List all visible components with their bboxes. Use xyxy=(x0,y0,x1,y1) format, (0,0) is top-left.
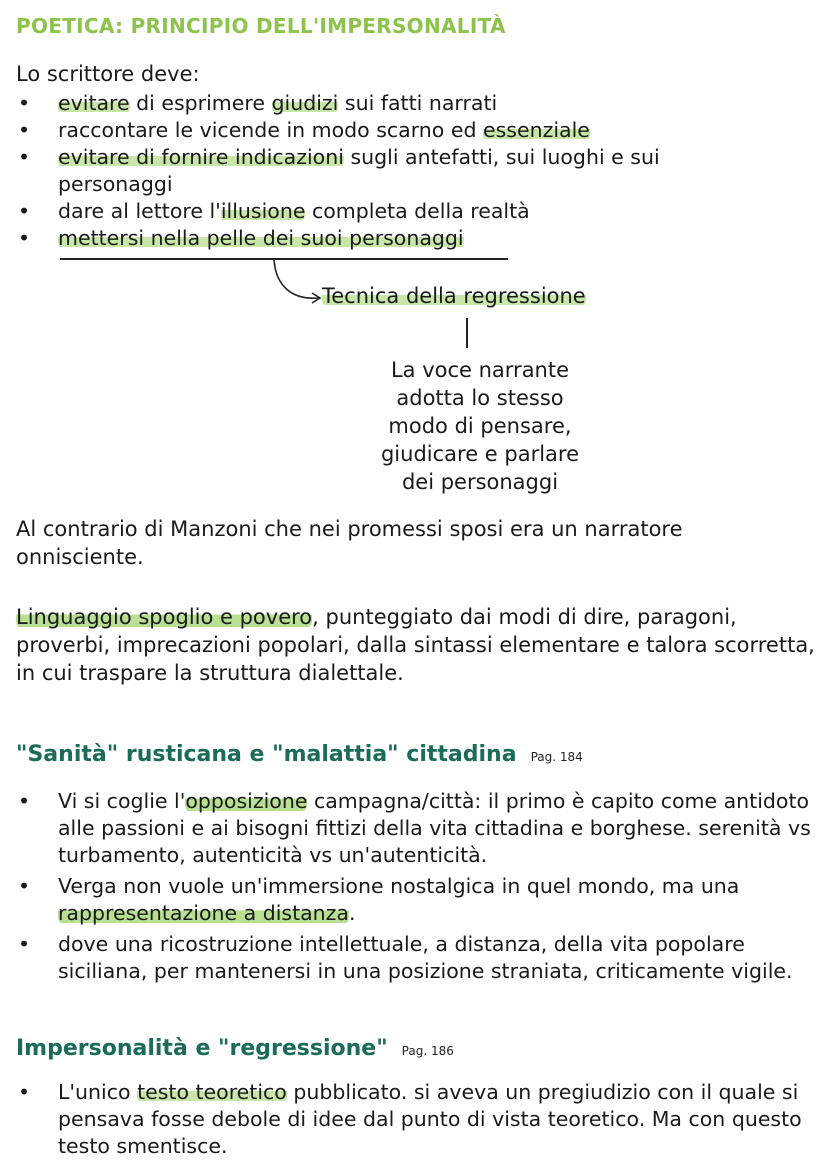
section-title-sanita: "Sanità" rusticana e "malattia" cittadina Pag. 184 xyxy=(16,742,583,767)
page-reference: Pag. 184 xyxy=(530,750,583,764)
page-title: POETICA: PRINCIPIO DELL'IMPERSONALITÀ xyxy=(16,14,506,38)
highlight: mettersi nella pelle dei suoi personaggi xyxy=(58,226,464,250)
list-item: • evitare di fornire indicazioni sugli antefatti, sui luoghi e sui personaggi xyxy=(18,144,778,198)
intro-text: Lo scrittore deve: xyxy=(16,62,200,86)
list-item: • dove una ricostruzione intellettuale, a distanza, della vita popolare siciliana, per mantenersi in una posizione straniata, criticamente vigile. xyxy=(18,931,818,985)
highlight: essenziale xyxy=(483,118,590,142)
curved-arrow-icon xyxy=(270,258,330,308)
regression-description: La voce narrante adotta lo stesso modo di pensare, giudicare e parlare dei personaggi xyxy=(380,358,580,494)
highlight: evitare xyxy=(58,91,130,115)
highlight: testo teoretico xyxy=(137,1080,287,1104)
highlight: rappresentazione a distanza xyxy=(58,901,349,925)
writer-duties-list xyxy=(18,90,778,252)
regression-technique-label: Tecnica della regressione xyxy=(322,284,586,308)
list-item: • L'unico testo teoretico pubblicato. si aveva un pregiudizio con il quale si pensava fosse debole di idee dal punto di vista teoretico. Ma con questo testo smentisce. xyxy=(18,1079,818,1160)
list-item: • evitare di esprimere giudizi sui fatti narrati xyxy=(18,90,778,117)
highlight: giudizi xyxy=(271,91,339,115)
manzoni-contrast: Al contrario di Manzoni che nei promessi sposi era un narratore onnisciente. xyxy=(16,517,683,569)
list-item: • Vi si coglie l'opposizione campagna/città: il primo è capito come antidoto alle passioni e ai bisogni fittizi della vita cittadina e borghese. serenità vs turbamento, autenticità vs un'autenticità. xyxy=(18,788,818,869)
list-item xyxy=(18,225,778,252)
section1-list xyxy=(18,788,818,985)
list-item: • Verga non vuole un'immersione nostalgica in quel mondo, ma una rappresentazione a distanza. xyxy=(18,873,818,927)
connector-line xyxy=(466,318,468,348)
highlight: illusione xyxy=(220,199,306,223)
page-reference: Pag. 186 xyxy=(401,1044,454,1058)
list-item: • dare al lettore l'illusione completa della realtà xyxy=(18,198,778,225)
language-paragraph: Linguaggio spoglio e povero, punteggiato dai modi di dire, paragoni, proverbi, imprecazioni popolari, dalla sintassi elementare e talora scorretta, in cui traspare la struttura dialettale. xyxy=(16,605,815,685)
highlight: opposizione xyxy=(185,789,308,813)
section2-list xyxy=(18,1079,818,1160)
section-title-impersonalita: Impersonalità e "regressione" Pag. 186 xyxy=(16,1036,454,1061)
highlight: evitare di fornire indicazioni xyxy=(58,145,344,169)
list-item: • raccontare le vicende in modo scarno ed essenziale xyxy=(18,117,778,144)
